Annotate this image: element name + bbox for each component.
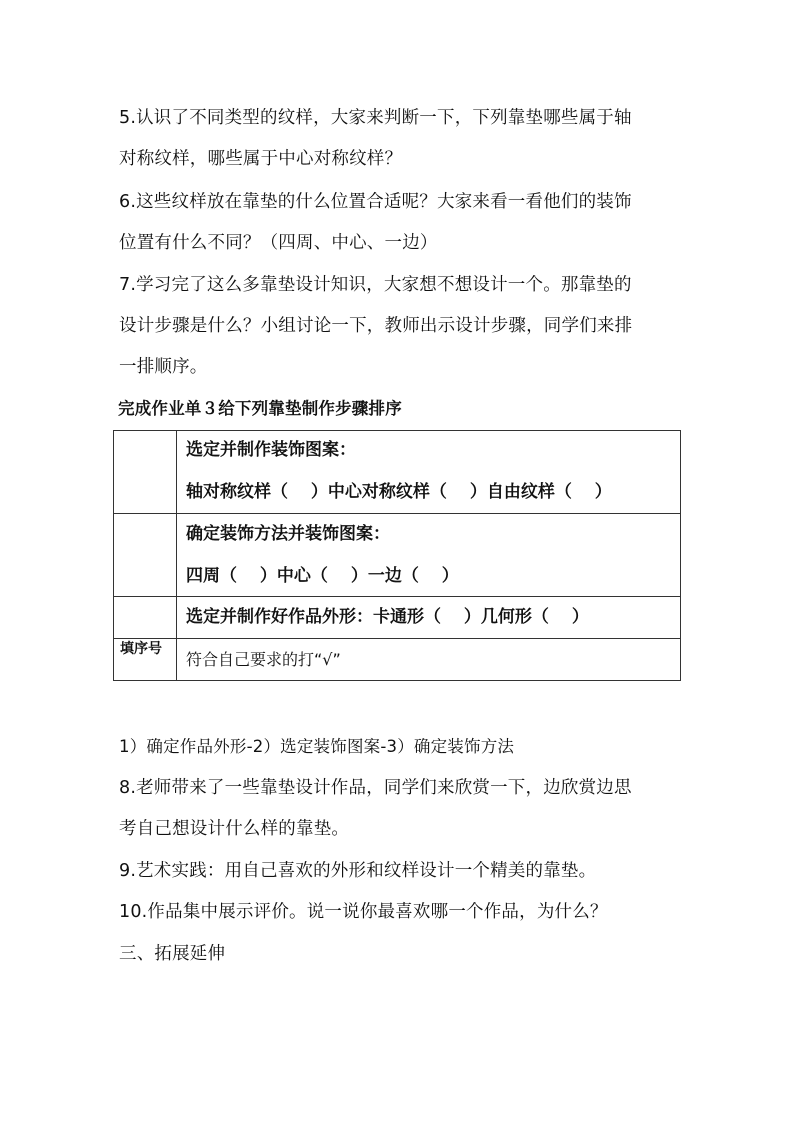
step-cell xyxy=(177,431,681,514)
step-3-options: 选定并制作好作品外形：卡通形（ ）几何形（ ） xyxy=(186,607,589,627)
step-1-options: 轴对称纹样（ ）中心对称纹样（ ）自由纹样（ ） xyxy=(186,482,612,502)
section-heading-3: 三、拓展延伸 xyxy=(119,944,226,964)
table-row xyxy=(114,431,681,514)
table-row xyxy=(114,639,681,681)
paragraph-6-line-2: 位置有什么不同？（四周、中心、一边） xyxy=(119,233,438,253)
paragraph-5-line-1: 5.认识了不同类型的纹样，大家来判断一下，下列靠垫哪些属于轴 xyxy=(119,108,632,128)
instruction-cell xyxy=(177,639,681,681)
paragraph-5-line-2: 对称纹样，哪些属于中心对称纹样？ xyxy=(119,149,403,169)
order-cell xyxy=(114,514,177,597)
step-1-title: 选定并制作装饰图案： xyxy=(186,440,356,460)
step-2-options: 四周（ ）中心（ ）一边（ ） xyxy=(186,566,459,586)
paragraph-6-line-1: 6.这些纹样放在靠垫的什么位置合适呢？大家来看一看他们的装饰 xyxy=(119,192,632,212)
paragraph-7-line-2: 设计步骤是什么？小组讨论一下，教师出示设计步骤，同学们来排 xyxy=(119,316,633,336)
paragraph-8-line-1: 8.老师带来了一些靠垫设计作品，同学们来欣赏一下，边欣赏边思 xyxy=(119,778,632,798)
table-row xyxy=(114,514,681,597)
table-row xyxy=(114,597,681,639)
step-cell xyxy=(177,514,681,597)
instruction-text: 符合自己要求的打“√” xyxy=(186,650,341,669)
step-2-title: 确定装饰方法并装饰图案： xyxy=(186,524,390,544)
step-cell xyxy=(177,597,681,639)
paragraph-7-line-3: 一排顺序。 xyxy=(119,357,208,377)
order-cell xyxy=(114,597,177,639)
paragraph-9: 9.艺术实践：用自己喜欢的外形和纹样设计一个精美的靠垫。 xyxy=(119,861,597,881)
answer-order: 1）确定作品外形-2）选定装饰图案-3）确定装饰方法 xyxy=(119,737,515,756)
order-label: 填序号 xyxy=(120,641,162,657)
paragraph-7-line-1: 7.学习完了这么多靠垫设计知识，大家想不想设计一个。那靠垫的 xyxy=(119,275,632,295)
paragraph-8-line-2: 考自己想设计什么样的靠垫。 xyxy=(119,819,350,839)
paragraph-10: 10.作品集中展示评价。说一说你最喜欢哪一个作品，为什么？ xyxy=(119,902,608,922)
steps-table xyxy=(113,430,681,681)
worksheet-title: 完成作业单３给下列靠垫制作步骤排序 xyxy=(118,399,402,418)
order-label-cell xyxy=(114,639,177,681)
order-cell xyxy=(114,431,177,514)
